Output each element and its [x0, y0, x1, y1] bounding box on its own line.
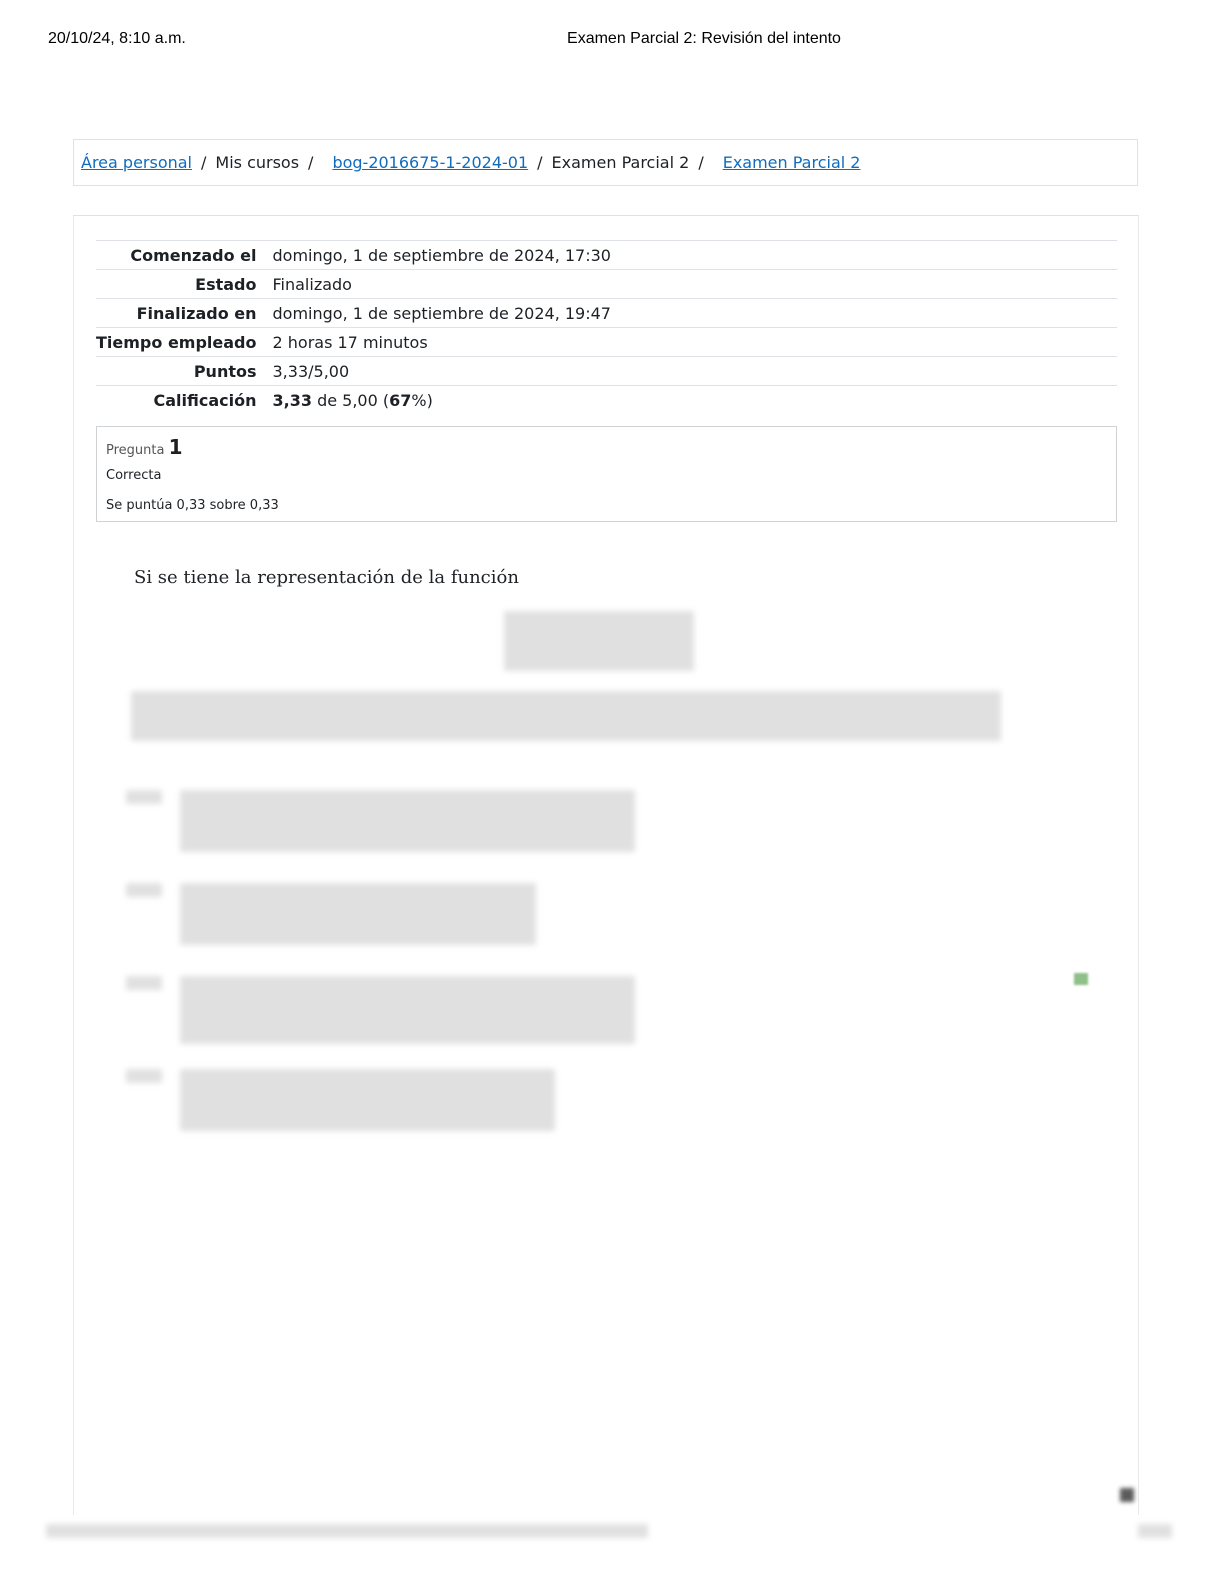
breadcrumb [73, 139, 1138, 186]
state-label: Estado [195, 275, 257, 294]
breadcrumb-separator: / [537, 153, 543, 172]
grade-percent: 67 [389, 391, 412, 410]
breadcrumb-exam-section: Examen Parcial 2 [551, 153, 690, 172]
finished-value: domingo, 1 de septiembre de 2024, 19:47 [272, 304, 611, 323]
grade-close: %) [411, 391, 433, 410]
breadcrumb-course[interactable]: bog-2016675-1-2024-01 [332, 153, 529, 172]
summary-row-grade [96, 386, 1117, 415]
series-statement-formula [131, 691, 1001, 741]
print-footer-url [46, 1524, 648, 1538]
piecewise-function-formula [504, 611, 694, 671]
option-c-radio[interactable] [126, 976, 162, 990]
question-info-box [96, 426, 1117, 522]
correct-check-icon [1074, 973, 1088, 985]
question-text: Si se tiene la representación de la función [134, 567, 519, 588]
option-b-formula [180, 883, 536, 945]
back-to-top-icon[interactable] [1120, 1488, 1134, 1502]
option-d-formula [180, 1069, 555, 1131]
grade-value [273, 386, 1118, 415]
time-label: Tiempo empleado [96, 333, 257, 352]
summary-row-started [96, 241, 1117, 270]
grade-label: Calificación [153, 391, 257, 410]
state-value: Finalizado [272, 275, 352, 294]
attempt-summary-table [96, 240, 1117, 414]
breadcrumb-mis-cursos: Mis cursos [215, 153, 300, 172]
breadcrumb-separator: / [201, 153, 207, 172]
print-footer [46, 1524, 1176, 1538]
started-label: Comenzado el [130, 246, 257, 265]
breadcrumb-area-personal[interactable]: Área personal [81, 153, 192, 172]
points-label: Puntos [193, 362, 257, 381]
print-title: Examen Parcial 2: Revisión del intento [567, 30, 841, 47]
print-footer-page [1138, 1524, 1172, 1538]
question-state: Correcta [106, 468, 162, 483]
question-label: Pregunta [106, 443, 165, 458]
question-grade: Se puntúa 0,33 sobre 0,33 [106, 498, 279, 513]
breadcrumb-separator: / [308, 153, 314, 172]
summary-row-state [96, 270, 1117, 299]
question-number: 1 [168, 435, 183, 459]
summary-row-finished [96, 299, 1117, 328]
breadcrumb-exam[interactable]: Examen Parcial 2 [722, 153, 861, 172]
grade-of: de 5,00 ( [311, 391, 390, 410]
option-d-radio[interactable] [126, 1069, 162, 1083]
summary-row-time [96, 328, 1117, 357]
grade-score: 3,33 [272, 391, 312, 410]
time-value: 2 horas 17 minutos [272, 333, 428, 352]
option-a-formula [180, 790, 635, 852]
print-date: 20/10/24, 8:10 a.m. [48, 30, 186, 47]
attempt-review-card [73, 215, 1139, 1515]
summary-row-points [96, 357, 1117, 386]
points-value: 3,33/5,00 [272, 362, 350, 381]
option-c-formula [180, 976, 635, 1044]
option-b-radio[interactable] [126, 883, 162, 897]
print-header [0, 30, 1224, 50]
breadcrumb-separator: / [698, 153, 704, 172]
finished-label: Finalizado en [136, 304, 257, 323]
started-value: domingo, 1 de septiembre de 2024, 17:30 [272, 246, 611, 265]
option-a-radio[interactable] [126, 790, 162, 804]
